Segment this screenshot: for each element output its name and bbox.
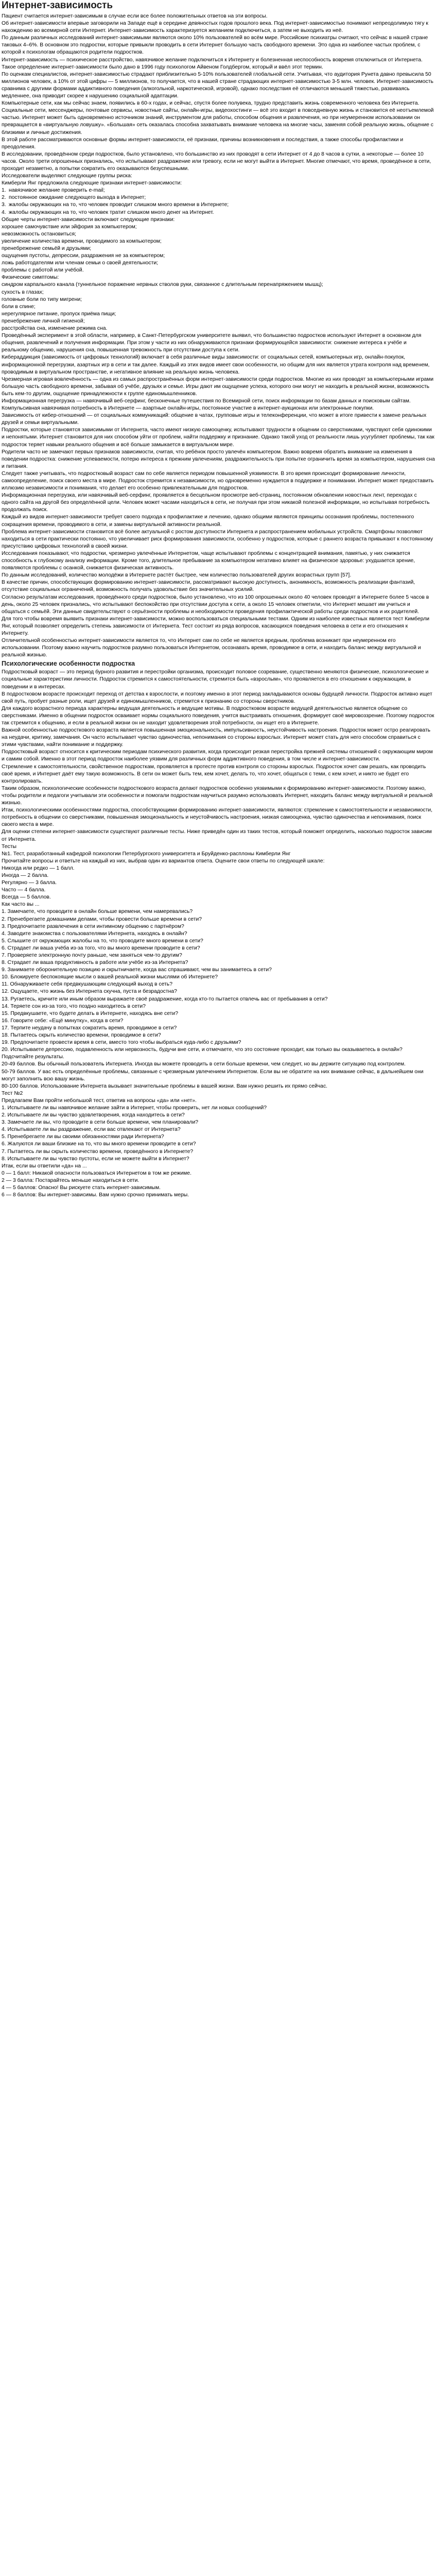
paragraph: Чрезмерная игровая вовлечённость — одна из самых распространённых форм интернет-зависимости среди подростков. Многие из них проводят за компьютерными играми большую часть свободного времени, забывая об учёбе, друзьях и семье. Игры дают им ощущение успеха, которого они могут не находить в реальной жизни, возможность быть кем-то другим, ощущение принадлежности к группе единомышленников. xyxy=(2,376,434,397)
paragraph: 4. Испытываете ли вы раздражение, если вас отвлекают от Интернета? xyxy=(2,1127,181,1133)
list-item-text: навязчивое желание проверить e-mail; xyxy=(9,188,105,194)
paragraph: 2. Пренебрегаете домашними делами, чтобы провести больше времени в сети? xyxy=(2,916,202,922)
paragraph: увеличение количества времени, проводимого за компьютером; xyxy=(2,238,162,244)
page-title: Интернет-зависимость xyxy=(2,0,113,11)
paragraph: Прочитайте вопросы и ответьте на каждый из них, выбрав один из вариантов ответа. Оцените свои ответы по следующей шкале: xyxy=(2,858,325,864)
paragraph: В качестве причин, способствующих формированию интернет-зависимости, рассматривают высокую доступность, анонимность, возможность реализации фантазий, отсутствие социальных ограничений, возможность получать удовольствие без значительных усилий. xyxy=(2,580,415,593)
paragraph: 8. Страдает ли ваша продуктивность в работе или учёбе из-за Интернета? xyxy=(2,960,188,966)
list-item-text: жалобы окружающих на то, что человек тратит слишком много денег на Интернет. xyxy=(9,209,214,215)
section xyxy=(2,332,435,659)
paragraph: По данным различных исследований интернет-зависимыми являются около 10% пользователей во всём мире. Российские психиатры считают, что сейчас в нашей стране таковых 4–6%. В основном это подростки, которые привыкли проводить в сети Интернет большую часть свободного времени. Это одна из наиболее частых проблем, с которой к психологам обращаются родители подростков. xyxy=(2,35,428,56)
paragraph: Предлагаем Вам пройти небольшой тест, ответив на вопросы «да» или «нет». xyxy=(2,1097,197,1104)
list-number: 4. xyxy=(2,209,6,215)
paragraph: 10. Блокируете беспокоящие мысли о вашей реальной жизни мыслями об Интернете? xyxy=(2,974,218,980)
paragraph: Компульсивная навязчивая потребность в Интернете — азартные онлайн-игры, постоянное участие в интернет-аукционах или электронные покупки. xyxy=(2,405,374,412)
paragraph: ложь работодателям или членам семьи о своей деятельности; xyxy=(2,260,159,266)
paragraph: Часто — 4 балла. xyxy=(2,887,46,893)
paragraph: 80-100 баллов. Использование Интернета вызывает значительные проблемы в вашей жизни. Вам нужно решить их прямо сейчас. xyxy=(2,1083,328,1089)
paragraph: 7. Проверяете электронную почту раньше, чем заняться чем-то другим? xyxy=(2,953,182,958)
list-number: 1. xyxy=(2,188,6,194)
paragraph: 8. Испытываете ли вы чувство пустоты, если не можете выйти в Интернет? xyxy=(2,1156,189,1162)
paragraph: Подсчитайте результаты. xyxy=(2,1054,64,1060)
paragraph: Итак, психологическими особенностями подростка, способствующими формированию интернет-зависимости, являются: стремление к самостоятельности и независимости, потребность в общении со сверстниками, повышенная эмоциональность и неустойчивость настроения, низкая самооценка, чувство одиночества и непонимания, поиск своего места в мире. xyxy=(2,807,433,828)
paragraph: Таким образом, психологические особенности подросткового возраста делают подростков особенно уязвимыми к формированию интернет-зависимости. Поэтому важно, чтобы родители и педагоги учитывали эти особенности и помогали подросткам научиться разумно использовать Интернет, находить баланс между виртуальной и реальной жизнью. xyxy=(2,785,433,806)
paragraph: Для того чтобы вовремя выявить признаки интернет-зависимости, можно воспользоваться специальными тестами. Одним из наиболее известных является тест Кимберли Янг, который позволяет определить степень зависимости от Интернета. Тест состоит из ряда вопросов, касающихся поведения человека в сети и его отношения к Интернету. xyxy=(2,616,430,636)
paragraph: 16. Говорите себе: «Ещё минутку», когда в сети? xyxy=(2,1018,124,1024)
paragraph: Тесты xyxy=(2,843,16,850)
document xyxy=(0,0,436,1199)
section-heading: Психологические особенности подростка xyxy=(2,660,135,668)
paragraph: 17. Терпите неудачу в попытках сократить время, проводимое в сети? xyxy=(2,1025,177,1031)
paragraph: Общие черты интернет-зависимости включают следующие признаки: xyxy=(2,216,175,223)
paragraph: 4. Заводите знакомства с пользователями Интернета, находясь в онлайн? xyxy=(2,930,187,937)
paragraph: Иногда — 2 балла. xyxy=(2,872,49,878)
paragraph: 11. Обнаруживаете себя предвкушающим следующий выход в сеть? xyxy=(2,981,173,988)
list-item xyxy=(2,209,435,216)
paragraph: 3. Предпочитаете развлечения в сети интимному общению с партнёром? xyxy=(2,923,184,929)
paragraph: 4 — 5 баллов: Опасно! Вы рискуете стать интернет-зависимым. xyxy=(2,1185,161,1191)
paragraph: Компьютерные сети, как мы сейчас знаем, появились в 60-х годах, и сейчас, спустя более полувека, трудно представить жизнь современного человека без Интернета. Социальные сети, мессенджеры, почтовые сервисы, новостные сайты, онлайн-игры, видеохостинги — всё это входит в повседневную жизнь и становится её неотъемлемой частью. Интернет может быть одновременно источником знаний, инструментом для работы, способом общения и развлечения, но при неумеренном использовании он превращается в «виртуальную ловушку». «Большая» сеть оказалась способна захватывать внимание человека на многие часы, заменяя собой реальную жизнь, общение с близкими и личные достижения. xyxy=(2,100,434,135)
paragraph: 2 — 3 балла: Постарайтесь меньше находиться в сети. xyxy=(2,1177,139,1183)
paragraph: Тест №2 xyxy=(2,1090,23,1096)
paragraph: 1. Замечаете, что проводите в онлайн больше времени, чем намеревались? xyxy=(2,909,193,915)
paragraph: Стремление к самостоятельности, свойственное подросткам, проявляется в протесте против контроля со стороны взрослых. Подросток хочет сам решать, как проводить своё время, и Интернет даёт ему такую возможность. В сети он может быть тем, кем хочет, делать то, что хочет, общаться с теми, с кем хочет, и никто не будет его контролировать. xyxy=(2,764,426,784)
paragraph: боли в спине; xyxy=(2,303,36,310)
paragraph: 9. Занимаете оборонительную позицию и скрытничаете, когда вас спрашивают, чем вы занимаетесь в сети? xyxy=(2,967,272,973)
paragraph: Исследования показывают, что подростки, чрезмерно увлечённые Интернетом, чаще испытывают проблемы с концентрацией внимания, памятью, у них снижается способность к глубокому анализу информации. Кроме того, длительное пребывание за компьютером негативно влияет на физическое здоровье: ухудшается зрение, появляются проблемы с осанкой, снижается физическая активность. xyxy=(2,550,415,571)
paragraph: Проведённый эксперимент в этой области, например, в Санкт-Петербургском университете выявил, что большинство подростков используют Интернет в основном для общения, развлечений и получения информации. При этом у части из них обнаруживаются признаки формирующейся зависимости: снижение интереса к учёбе и реальному общению, нарушения сна, повышенная тревожность при отсутствии доступа к сети. xyxy=(2,333,422,353)
paragraph: Проблема интернет-зависимости становится всё более актуальной с ростом доступности Интернета и распространением мобильных устройств. Смартфоны позволяют находиться в сети практически постоянно, что увеличивает риск формирования зависимости, особенно у подростков, которые с раннего возраста привыкают к постоянному присутствию цифровых технологий в своей жизни. xyxy=(2,529,433,549)
paragraph: 12. Ощущаете, что жизнь без Интернета скучна, пуста и безрадостна? xyxy=(2,989,177,995)
paragraph: 15. Предвкушаете, что будете делать в Интернете, находясь вне сети? xyxy=(2,1010,178,1016)
paragraph: Для каждого возрастного периода характерны ведущая деятельность и ведущие мотивы. В подростковом возрасте ведущей деятельностью является общение со сверстниками. Именно в общении подросток осваивает нормы социального поведения, учится выстраивать отношения, формирует своё мировоззрение. Поэтому подросток так стремится к общению, и если в реальной жизни он не находит удовлетворения этой потребности, он ищет его в Интернете. xyxy=(2,705,434,726)
section xyxy=(2,13,435,180)
paragraph: Исследователи выделяют следующие группы риска: xyxy=(2,173,132,179)
paragraph: сухость в глазах; xyxy=(2,289,44,295)
paragraph: пренебрежение личной гигиеной; xyxy=(2,318,85,324)
paragraph: Регулярно — 3 балла. xyxy=(2,880,57,886)
paragraph: 6. Страдает ли ваша учёба из-за того, что вы много времени проводите в сети? xyxy=(2,945,200,951)
paragraph: Согласно результатам исследования, проведённого среди подростков, было установлено, что из 100 опрошенных около 40 человек проводят в Интернете более 5 часов в день, около 25 человек признались, что испытывают беспокойство при отсутствии доступа к сети, а около 15 человек отметили, что Интернет мешает им учиться и общаться с семьёй. Эти данные свидетельствуют о серьёзности проблемы и необходимости проведения профилактической работы среди подростков и их родителей. xyxy=(2,594,429,615)
paragraph: 50-79 баллов. У вас есть определённые проблемы, связанные с чрезмерным увлечением Интернетом. Если вы не обратите на них внимание сейчас, в дальнейшем они могут заполнить всю вашу жизнь. xyxy=(2,1069,424,1082)
paragraph: 5. Пренебрегаете ли вы своими обязанностями ради Интернета? xyxy=(2,1134,164,1140)
paragraph: Зависимость от кибер-отношений — от социальных коммуникаций: общение в чатах, групповые игры и телеконференции, что может в итоге привести к замене реальных друзей и семьи виртуальными. xyxy=(2,413,427,426)
paragraph: Физические симптомы: xyxy=(2,275,59,281)
paragraph: 18. Пытаетесь скрыть количество времени, проводимое в сети? xyxy=(2,1032,161,1039)
paragraph: Всегда — 5 баллов. xyxy=(2,894,51,901)
paragraph: Информационная перегрузка — навязчивый веб-серфинг, бесконечные путешествия по Всемирной сети, поиск информации по базам данных и поисковым сайтам. xyxy=(2,398,411,404)
paragraph: 20-49 баллов. Вы обычный пользователь Интернета. Иногда вы можете проводить в сети больше времени, чем следует, но вы держите ситуацию под контролем. xyxy=(2,1061,406,1067)
paragraph: 1. Испытываете ли вы навязчивое желание зайти в Интернет, чтобы проверить, нет ли новых сообщений? xyxy=(2,1105,267,1111)
paragraph: Пациент считается интернет-зависимым в случае если все более положительных ответов на эти вопросы. xyxy=(2,13,268,19)
paragraph: В этой работе рассматриваются основные формы интернет-зависимости, её признаки, причины возникновения и последствия, а также способы профилактики и преодоления. xyxy=(2,137,404,150)
paragraph: 2. Испытываете ли вы чувство удовлетворения, когда находитесь в сети? xyxy=(2,1112,185,1118)
paragraph: Подростки, которые становятся зависимыми от Интернета, часто имеют низкую самооценку, испытывают трудности в общении со сверстниками, чувствуют себя одинокими и непонятыми. Интернет становится для них способом уйти от проблем, найти поддержку и признание. Однако такой уход от реальности лишь усугубляет проблемы, так как подросток теряет навыки реального общения и всё больше замыкается в виртуальном мире. xyxy=(2,427,434,448)
paragraph: 19. Предпочитаете провести время в сети, вместо того чтобы выбраться куда-либо с друзьями? xyxy=(2,1040,241,1046)
paragraph: 7. Пытаетесь ли вы скрыть количество времени, проведённого в Интернете? xyxy=(2,1148,194,1155)
paragraph: Следует также учитывать, что подростковый возраст сам по себе является периодом повышенной уязвимости. В это время происходит формирование личности, самоопределение, поиск своего места в мире. Подросток стремится к независимости, но одновременно нуждается в поддержке и понимании. Интернет может предоставить иллюзию независимости и понимания, что делает его особенно привлекательным для подростков. xyxy=(2,470,434,492)
paragraph: По оценкам специалистов, интернет-зависимостью страдают приблизительно 5-10% пользователей глобальной сети. Учитывая, что аудитория Рунета давно превысила 50 миллионов человек, а 10% от этой цифры — 5 миллионов, то получается, что в нашей стране страдающих интернет-зависимостью 3-5 млн. человек. Интернет-зависимость сравнима с другими формами аддиктивного поведения (алкогольной, наркотической, игровой), однако последствия её отличаются меньшей тяжестью, развиваясь медленнее, она приводит скорее к нарушению социальной адаптации. xyxy=(2,71,433,99)
paragraph: 6 — 8 баллов: Вы интернет-зависимы. Вам нужно срочно принимать меры. xyxy=(2,1192,189,1198)
paragraph: расстройства сна, изменение режима сна. xyxy=(2,326,108,332)
paragraph: пренебрежение семьёй и друзьями; xyxy=(2,246,92,251)
paragraph: нерегулярное питание, пропуск приёма пищи; xyxy=(2,311,116,317)
paragraph: В подростковом возрасте происходит переход от детства к взрослости, и поэтому именно в этот период закладываются основы будущей личности. Подросток активно ищет свой путь, пробует разные роли, ищет друзей и единомышленников, стремится к признанию со стороны сверстников. xyxy=(2,691,432,704)
paragraph: Информационная перегрузка, или навязчивый веб-серфинг, проявляется в бесцельном просмотре веб-страниц, постоянном обновлении новостных лент, переходах с одного сайта на другой без определённой цели. Человек может часами находиться в сети, не получая при этом никакой полезной информации, но испытывая потребность продолжать поиск. xyxy=(2,493,430,513)
paragraph: хорошее самочувствие или эйфория за компьютером; xyxy=(2,224,137,230)
paragraph: синдром карпального канала (туннельное поражение нервных стволов руки, связанное с длительным перенапряжением мышц); xyxy=(2,282,323,288)
paragraph: проблемы с работой или учёбой. xyxy=(2,267,84,274)
paragraph: Подростковый возраст — это период бурного развития и перестройки организма, происходит половое созревание, существенно меняются физические, психологические и социальные характеристики личности. Подросток стремится к самостоятельности, стремится быть «взрослым», что проявляется в его отношении к окружающим, в поведении и в интересах. xyxy=(2,669,429,690)
paragraph: Как часто вы ... xyxy=(2,902,40,908)
paragraph: 20. Испытываете депрессию, подавленность или нервозность, будучи вне сети, и отмечаете, что это состояние проходит, как только вы оказываетесь в онлайн? xyxy=(2,1047,403,1053)
paragraph: ощущения пустоты, депрессии, раздражения не за компьютером; xyxy=(2,253,165,259)
paragraph: Кибераддикция (зависимость от цифровых технологий) включает в себя различные виды зависимости: от социальных сетей, компьютерных игр, онлайн-покупок, информационной перегрузки, азартных игр в сети и так далее. Каждый из этих видов имеет свои особенности, но общим для них является утрата контроля над временем, проводимым в виртуальном пространстве, и негативное влияние на реальную жизнь человека. xyxy=(2,354,430,375)
paragraph: 5. Слышите от окружающих жалобы на то, что проводите много времени в сети? xyxy=(2,938,203,944)
paragraph: Важной особенностью подросткового возраста является повышенная эмоциональность, импульсивность, неустойчивость настроения. Подросток может остро реагировать на неудачи, критику, замечания. Он часто испытывает чувство одиночества, непонимания со стороны взрослых. Интернет может стать для него способом справиться с этими чувствами, найти понимание и поддержку. xyxy=(2,727,431,748)
paragraph: Родители часто не замечают первых признаков зависимости, считая, что ребёнок просто увлечён компьютером. Важно вовремя обратить внимание на изменения в поведении подростка: снижение успеваемости, потерю интереса к прежним увлечениям, раздражительность при попытке ограничить время за компьютером, нарушения сна и питания. xyxy=(2,449,435,469)
document-body xyxy=(2,13,435,1199)
paragraph: Каждый из видов интернет-зависимости требует своего подхода к профилактике и лечению, однако общими являются принципы осознания проблемы, постепенного сокращения времени, проводимого в сети, и замены виртуальной активности реальной. xyxy=(2,514,414,528)
paragraph: По данным исследований, количество молодёжи в Интернете растёт быстрее, чем количество пользователей других возрастных групп [57]. xyxy=(2,572,352,579)
paragraph: Подростковый возраст относится к критическим периодам психического развития, когда происходит резкая перестройка прежней системы отношений с окружающим миром и самим собой. Именно в этот период подросток наиболее уязвим для различных форм аддиктивного поведения, в том числе и интернет-зависимости. xyxy=(2,749,433,762)
list-number: 2. xyxy=(2,195,6,201)
paragraph: 0 — 1 балл: Никакой опасности пользоваться Интернетом в том же режиме. xyxy=(2,1170,191,1176)
paragraph: 14. Теряете сон из-за того, что поздно находитесь в сети? xyxy=(2,1003,146,1009)
paragraph: Отличительной особенностью интернет-зависимости является то, что Интернет сам по себе не является вредным, проблема возникает при неумеренном его использовании. Поэтому важно научить подростков разумно пользоваться Интернетом, осознавать время, проводимое в сети, и находить баланс между виртуальной и реальной жизнью. xyxy=(2,638,421,658)
list-item xyxy=(2,194,435,201)
paragraph: головные боли по типу мигрени; xyxy=(2,296,82,302)
paragraph: Об интернет-зависимости впервые заговорили на Западе ещё в середине девяностых годов прошлого века. Под интернет-зависимостью понимают непреодолимую тягу к нахождению во всемирной сети Интернет. Интернет-зависимость характеризуется желанием подключиться, а затем не выходить из неё. xyxy=(2,21,428,34)
paragraph: Никогда или редко — 1 балл. xyxy=(2,865,75,871)
list-number: 3. xyxy=(2,202,6,208)
section xyxy=(2,659,435,1199)
paragraph: В исследовании, проведённом среди подростков, было установлено, что большинство из них проводят в сети Интернет от 4 до 8 часов в сутки, а некоторые — более 10 часов. Около трети опрошенных признались, что испытывают раздражение или тревогу, если не могут выйти в Интернет. Многие отмечают, что время, проведённое в сети, проходит незаметно, а попытки сократить его оказываются безуспешными. xyxy=(2,151,431,172)
list-item xyxy=(2,201,435,209)
list-item-text: жалобы окружающих на то, что человек проводит слишком много времени в Интернете; xyxy=(9,202,229,208)
paragraph: 6. Жалуются ли ваши близкие на то, что вы много времени проводите в сети? xyxy=(2,1141,196,1147)
section xyxy=(2,180,435,332)
list-item xyxy=(2,187,435,194)
paragraph: Интернет-зависимость — психическое расстройство, навязчивое желание подключиться к Интернету и болезненная неспособность вовремя отключиться от Интернета. Такое определение интернет-зависимости было дано в 1996 году психологом Айвеном Голдбергом, который и ввёл этот термин. xyxy=(2,57,423,70)
paragraph: невозможность остановиться; xyxy=(2,231,76,237)
list-item-text: постоянное ожидание следующего выхода в Интернет; xyxy=(9,195,146,201)
paragraph: Итак, если вы ответили «да» на ... xyxy=(2,1163,87,1169)
paragraph: Для оценки степени интернет-зависимости существуют различные тесты. Ниже приведён один из таких тестов, который поможет определить, насколько подросток зависим от Интернета. xyxy=(2,829,432,842)
paragraph: №1. Тест, разработанный кафедрой психологии Петербургского университета и Бруйденко-расплоны Кимберли Янг xyxy=(2,851,291,857)
paragraph: Кимберли Янг предложила следующие признаки интернет-зависимости: xyxy=(2,180,182,187)
paragraph: 3. Замечаете ли вы, что проводите в сети больше времени, чем планировали? xyxy=(2,1120,199,1126)
paragraph: 13. Ругаетесь, кричите или иным образом выражаете своё раздражение, когда кто-то пытается отвлечь вас от пребывания в сети? xyxy=(2,996,328,1002)
